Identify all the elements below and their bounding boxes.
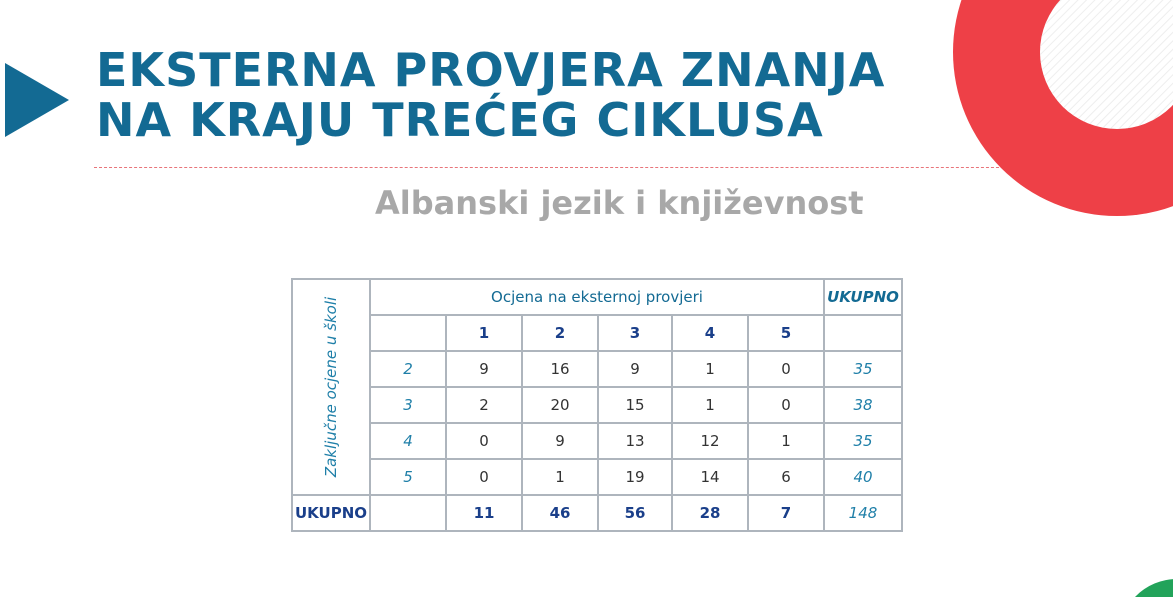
row-axis-label: Zaključne ocjene u školi xyxy=(322,296,340,478)
count-cell: 1 xyxy=(748,423,824,459)
row-total-cell: 35 xyxy=(824,423,902,459)
green-circle-decoration xyxy=(1115,575,1173,597)
subject-subtitle: Albanski jezik i književnost xyxy=(375,184,864,222)
table-footer-row xyxy=(292,495,902,531)
count-cell: 0 xyxy=(446,459,522,495)
table-row xyxy=(292,423,902,459)
count-cell: 13 xyxy=(598,423,672,459)
footer-total-label: UKUPNO xyxy=(292,495,370,531)
results-table xyxy=(291,278,903,532)
total-column-header: UKUPNO xyxy=(824,279,902,315)
grade-header: 1 xyxy=(446,315,522,351)
count-cell: 20 xyxy=(522,387,598,423)
count-cell: 1 xyxy=(672,387,748,423)
results-table-container xyxy=(291,278,903,532)
row-total-cell: 40 xyxy=(824,459,902,495)
count-cell: 0 xyxy=(748,387,824,423)
column-total-cell: 11 xyxy=(446,495,522,531)
grade-header: 2 xyxy=(522,315,598,351)
count-cell: 9 xyxy=(522,423,598,459)
play-triangle-icon xyxy=(5,63,69,137)
row-total-cell: 38 xyxy=(824,387,902,423)
count-cell: 15 xyxy=(598,387,672,423)
count-cell: 1 xyxy=(672,351,748,387)
column-total-cell: 56 xyxy=(598,495,672,531)
count-cell: 1 xyxy=(522,459,598,495)
column-total-cell: 7 xyxy=(748,495,824,531)
table-header-row xyxy=(292,279,902,315)
school-grade-cell: 3 xyxy=(370,387,446,423)
count-cell: 2 xyxy=(446,387,522,423)
table-row xyxy=(292,351,902,387)
title-line-2: NA KRAJU TREĆEG CIKLUSA xyxy=(96,93,824,147)
count-cell: 12 xyxy=(672,423,748,459)
grade-header: 4 xyxy=(672,315,748,351)
column-total-cell: 28 xyxy=(672,495,748,531)
grade-header-row xyxy=(292,315,902,351)
red-ring-decoration xyxy=(950,0,1173,222)
column-total-cell: 46 xyxy=(522,495,598,531)
footer-empty-cell xyxy=(370,495,446,531)
count-cell: 6 xyxy=(748,459,824,495)
count-cell: 19 xyxy=(598,459,672,495)
school-grade-cell: 5 xyxy=(370,459,446,495)
count-cell: 9 xyxy=(446,351,522,387)
grade-header: 3 xyxy=(598,315,672,351)
column-group-header: Ocjena na eksternoj provjeri xyxy=(370,279,824,315)
slide-title xyxy=(96,45,885,145)
row-total-cell: 35 xyxy=(824,351,902,387)
table-row xyxy=(292,459,902,495)
count-cell: 0 xyxy=(446,423,522,459)
title-line-1: EKSTERNA PROVJERA ZNANJA xyxy=(96,43,886,97)
grand-total-cell: 148 xyxy=(824,495,902,531)
title-divider xyxy=(94,167,1014,168)
count-cell: 16 xyxy=(522,351,598,387)
row-axis-cell xyxy=(292,279,370,495)
school-grade-cell: 4 xyxy=(370,423,446,459)
table-row xyxy=(292,387,902,423)
count-cell: 14 xyxy=(672,459,748,495)
count-cell: 0 xyxy=(748,351,824,387)
total-header-empty xyxy=(824,315,902,351)
school-grade-cell: 2 xyxy=(370,351,446,387)
count-cell: 9 xyxy=(598,351,672,387)
grade-header-empty xyxy=(370,315,446,351)
grade-header: 5 xyxy=(748,315,824,351)
